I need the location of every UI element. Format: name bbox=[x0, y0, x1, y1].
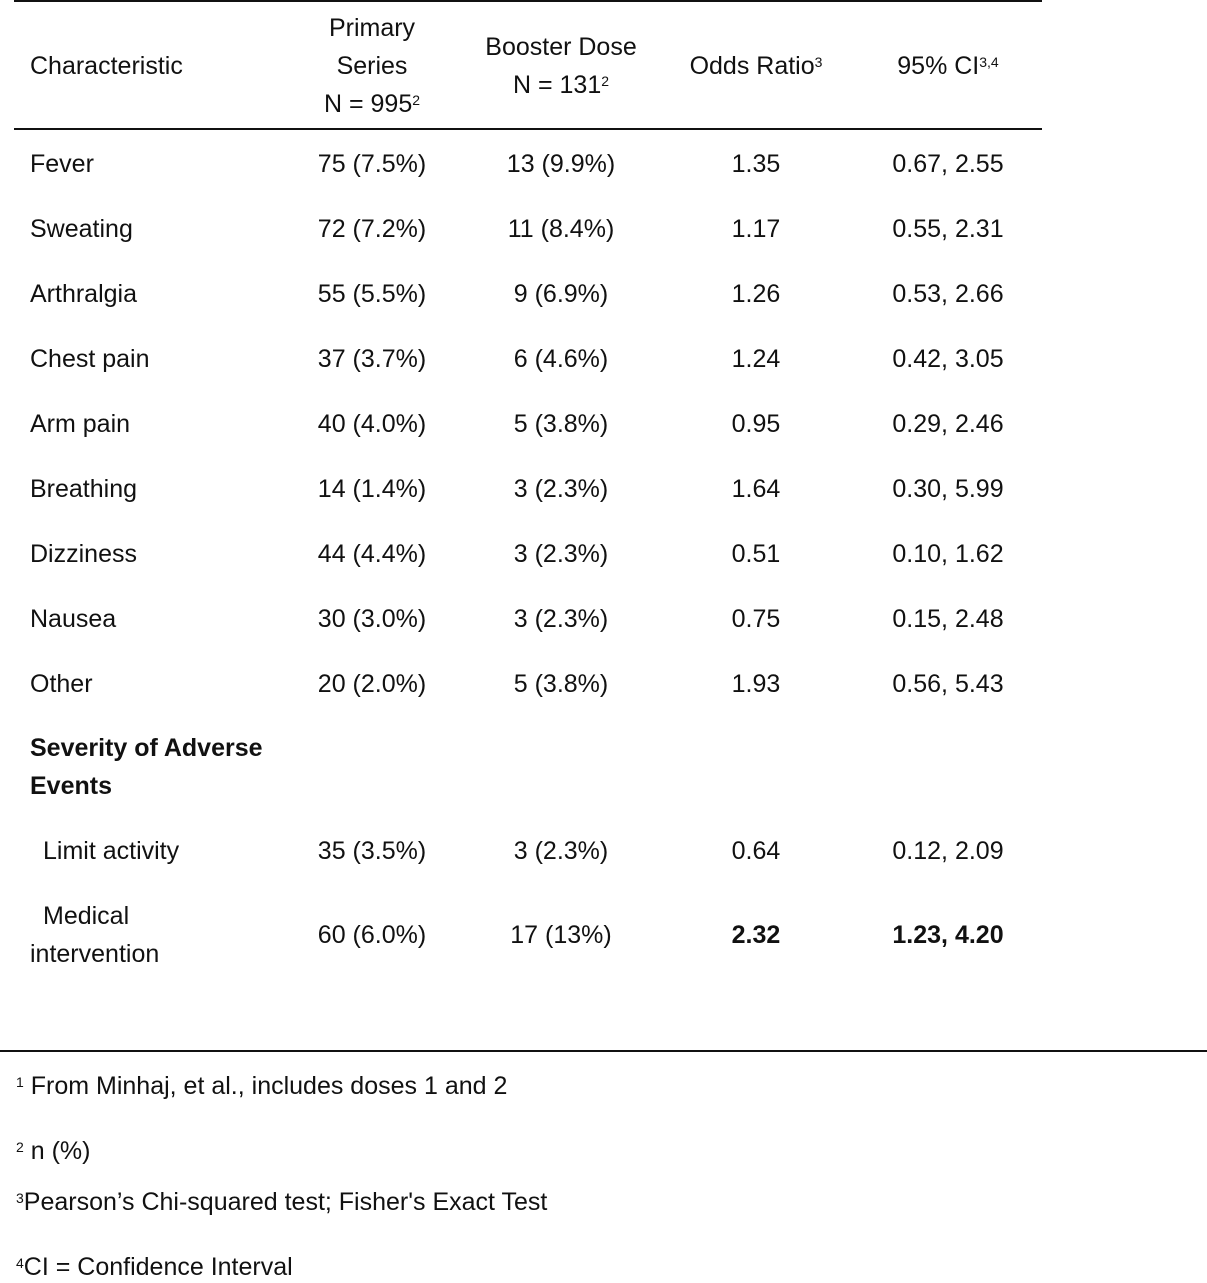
header-primary bbox=[284, 9, 460, 123]
row-odds-ratio: 1.93 bbox=[731, 670, 781, 698]
row-ci: 0.10, 1.62 bbox=[892, 540, 1004, 568]
severity-heading-line1: Severity of Adverse bbox=[30, 734, 263, 762]
row-booster: 17 (13%) bbox=[510, 921, 612, 949]
footnote-4-text: CI = Confidence Interval bbox=[23, 1253, 293, 1281]
row-label: Arm pain bbox=[30, 410, 131, 438]
footnote-3 bbox=[16, 1186, 547, 1218]
row-odds-ratio: 0.51 bbox=[731, 540, 781, 568]
row-booster: 9 (6.9%) bbox=[513, 280, 609, 308]
header-ci bbox=[864, 47, 1032, 85]
header-primary-line1: Primary bbox=[328, 14, 416, 42]
row-booster: 11 (8.4%) bbox=[507, 215, 615, 243]
header-ci-label: 95% CI bbox=[897, 52, 980, 80]
row-primary: 20 (2.0%) bbox=[317, 670, 427, 698]
row-label: Sweating bbox=[30, 215, 133, 243]
row-booster: 5 (3.8%) bbox=[513, 410, 609, 438]
table-row bbox=[14, 405, 1042, 443]
row-booster: 5 (3.8%) bbox=[513, 670, 609, 698]
row-label: Nausea bbox=[30, 605, 117, 633]
row-label: Limit activity bbox=[43, 837, 180, 865]
row-odds-ratio: 1.64 bbox=[731, 475, 781, 503]
row-odds-ratio: 0.64 bbox=[731, 837, 781, 865]
footnote-2-text: n (%) bbox=[23, 1137, 91, 1165]
row-ci: 0.55, 2.31 bbox=[892, 215, 1004, 243]
row-label: Arthralgia bbox=[30, 280, 137, 308]
header-primary-line3 bbox=[284, 85, 460, 123]
row-ci: 0.42, 3.05 bbox=[892, 345, 1004, 373]
table-row bbox=[14, 210, 1042, 248]
row-booster: 3 (2.3%) bbox=[513, 540, 609, 568]
row-primary: 40 (4.0%) bbox=[317, 410, 427, 438]
footnote-rule bbox=[0, 1050, 1207, 1052]
table-row bbox=[14, 340, 1042, 378]
row-odds-ratio: 1.35 bbox=[731, 150, 781, 178]
header-primary-n: N = 995 bbox=[323, 90, 413, 118]
header-odds-label: Odds Ratio bbox=[689, 52, 815, 80]
row-booster: 3 (2.3%) bbox=[513, 605, 609, 633]
row-label: Dizziness bbox=[30, 540, 137, 568]
table-row bbox=[14, 832, 1042, 870]
table-row bbox=[14, 897, 1042, 975]
row-booster: 3 (2.3%) bbox=[513, 475, 609, 503]
header-primary-line2: Series bbox=[336, 52, 408, 80]
footnote-2 bbox=[16, 1135, 90, 1167]
footnote-1 bbox=[16, 1070, 507, 1102]
severity-heading bbox=[30, 729, 310, 805]
header-booster bbox=[472, 28, 650, 104]
row-odds-ratio: 1.24 bbox=[731, 345, 781, 373]
row-primary: 14 (1.4%) bbox=[317, 475, 427, 503]
footnote-3-text: Pearson’s Chi-squared test; Fisher's Exact Test bbox=[23, 1188, 548, 1216]
header-odds-ratio bbox=[670, 47, 842, 85]
row-ci: 0.56, 5.43 bbox=[892, 670, 1004, 698]
header-ci-sup: 3,4 bbox=[979, 54, 999, 70]
row-label-line1: Medical bbox=[43, 902, 130, 930]
footnote-4 bbox=[16, 1251, 293, 1283]
row-primary: 60 (6.0%) bbox=[317, 921, 427, 949]
row-label: Other bbox=[30, 670, 93, 698]
row-primary: 35 (3.5%) bbox=[317, 837, 427, 865]
row-odds-ratio: 1.17 bbox=[731, 215, 781, 243]
row-primary: 30 (3.0%) bbox=[317, 605, 427, 633]
row-odds-ratio: 2.32 bbox=[731, 921, 781, 949]
header-booster-n: N = 131 bbox=[512, 71, 602, 99]
row-booster: 3 (2.3%) bbox=[513, 837, 609, 865]
row-primary: 55 (5.5%) bbox=[317, 280, 427, 308]
row-odds-ratio: 0.75 bbox=[731, 605, 781, 633]
table-row bbox=[14, 600, 1042, 638]
footnote-2-marker: 2 bbox=[16, 1139, 24, 1155]
header-bottom-rule bbox=[14, 128, 1042, 130]
header-primary-sup: 2 bbox=[412, 92, 421, 108]
row-label: Fever bbox=[30, 150, 94, 178]
row-booster: 13 (9.9%) bbox=[506, 150, 616, 178]
severity-heading-row bbox=[14, 729, 1042, 807]
row-ci: 1.23, 4.20 bbox=[892, 921, 1004, 949]
header-booster-line1: Booster Dose bbox=[485, 33, 637, 61]
header-booster-sup: 2 bbox=[601, 73, 610, 89]
row-ci: 0.29, 2.46 bbox=[892, 410, 1004, 438]
row-booster: 6 (4.6%) bbox=[513, 345, 609, 373]
footnote-4-marker: 4 bbox=[16, 1255, 24, 1271]
table-header bbox=[14, 0, 1042, 128]
table-row bbox=[14, 145, 1042, 183]
row-ci: 0.53, 2.66 bbox=[892, 280, 1004, 308]
row-ci: 0.67, 2.55 bbox=[892, 150, 1004, 178]
header-booster-line2 bbox=[472, 66, 650, 104]
table-row bbox=[14, 535, 1042, 573]
table-row bbox=[14, 470, 1042, 508]
footnote-1-marker: 1 bbox=[16, 1074, 24, 1090]
header-odds-sup: 3 bbox=[814, 54, 823, 70]
row-primary: 44 (4.4%) bbox=[317, 540, 427, 568]
row-primary: 37 (3.7%) bbox=[317, 345, 427, 373]
header-characteristic: Characteristic bbox=[30, 52, 183, 80]
table-row bbox=[14, 665, 1042, 703]
row-primary: 75 (7.5%) bbox=[317, 150, 427, 178]
severity-heading-line2: Events bbox=[30, 772, 112, 800]
row-label-line2: intervention bbox=[30, 940, 160, 968]
row-label: Chest pain bbox=[30, 345, 150, 373]
footnote-3-marker: 3 bbox=[16, 1190, 24, 1206]
row-primary: 72 (7.2%) bbox=[317, 215, 427, 243]
row-ci: 0.30, 5.99 bbox=[892, 475, 1004, 503]
row-ci: 0.15, 2.48 bbox=[892, 605, 1004, 633]
table-row bbox=[14, 275, 1042, 313]
row-ci: 0.12, 2.09 bbox=[892, 837, 1004, 865]
row-odds-ratio: 1.26 bbox=[731, 280, 781, 308]
row-label: Breathing bbox=[30, 475, 138, 503]
row-odds-ratio: 0.95 bbox=[731, 410, 781, 438]
row-label bbox=[30, 897, 310, 973]
footnote-1-text: From Minhaj, et al., includes doses 1 and 2 bbox=[23, 1072, 508, 1100]
